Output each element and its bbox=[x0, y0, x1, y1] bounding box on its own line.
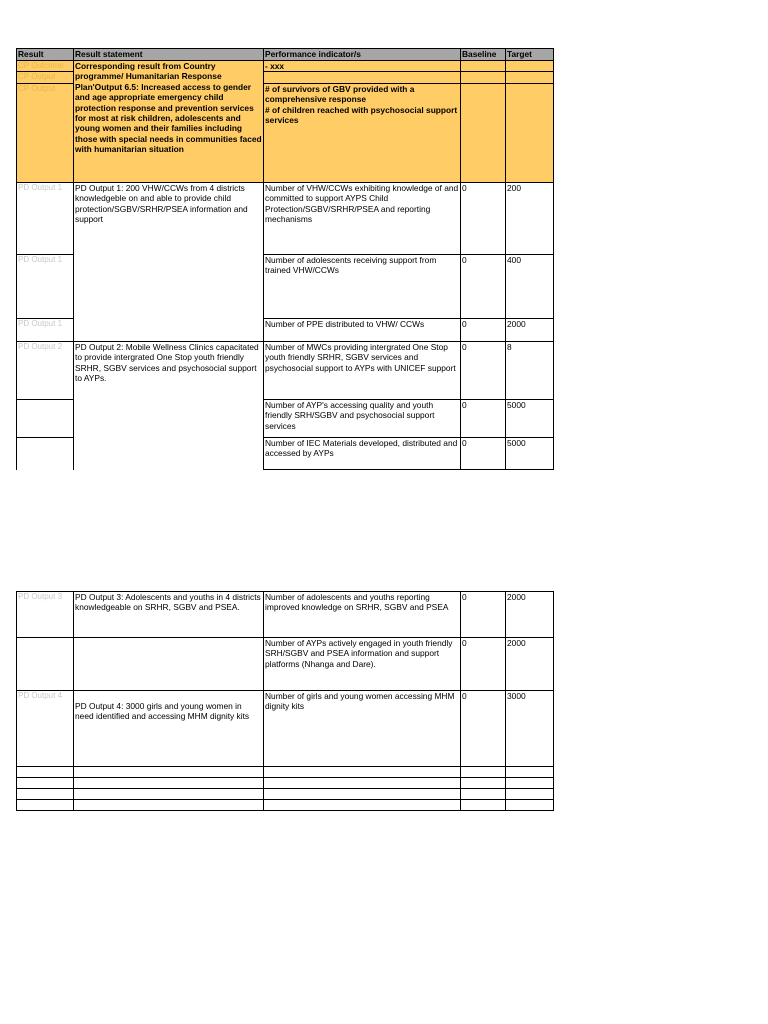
outcome-label: CP Outcome bbox=[17, 61, 74, 72]
row-indicator: Number of adolescents and youths reporting improved knowledge on SRHR, SGBV and PSEA bbox=[264, 592, 461, 638]
row-baseline: 0 bbox=[461, 592, 506, 638]
row-baseline: 0 bbox=[461, 638, 506, 691]
row-label: PD Output 1 bbox=[17, 254, 74, 318]
row-target: 2000 bbox=[506, 638, 554, 691]
table-row bbox=[17, 254, 554, 318]
row-label bbox=[17, 437, 74, 469]
table-row bbox=[17, 437, 554, 469]
row-baseline: 0 bbox=[461, 182, 506, 254]
outcome-row bbox=[17, 61, 554, 72]
header-statement: Result statement bbox=[74, 49, 264, 61]
row-target: 2000 bbox=[506, 318, 554, 341]
table-row bbox=[17, 638, 554, 691]
row-indicator: Number of AYPs actively engaged in youth friendly SRH/SGBV and PSEA information and support platforms (Nhanga and Dare). bbox=[264, 638, 461, 691]
outcome-indicator-gbv: # of survivors of GBV provided with a comprehensive response # of children reached with psychosocial support services bbox=[264, 83, 461, 182]
row-indicator: Number of adolescents receiving support from trained VHW/CCWs bbox=[264, 254, 461, 318]
row-target: 5000 bbox=[506, 399, 554, 437]
row-statement: PD Output 3: Adolescents and youths in 4 districts knowledgeable on SRHR, SGBV and PSEA. bbox=[74, 592, 264, 638]
row-indicator: Number of girls and young women accessing MHM dignity kits bbox=[264, 691, 461, 767]
header-row bbox=[17, 49, 554, 61]
row-label: PD Output 2 bbox=[17, 341, 74, 399]
row-statement: PD Output 2: Mobile Wellness Clinics capacitated to provide intergrated One Stop youth friendly SRHR, SGBV services and psychosocial support to AYPs. bbox=[74, 341, 264, 399]
row-target: 5000 bbox=[506, 437, 554, 469]
header-baseline: Baseline bbox=[461, 49, 506, 61]
row-baseline: 0 bbox=[461, 399, 506, 437]
results-table-top bbox=[16, 48, 554, 470]
row-target: 400 bbox=[506, 254, 554, 318]
table-row bbox=[17, 691, 554, 767]
row-target: 3000 bbox=[506, 691, 554, 767]
row-label bbox=[17, 638, 74, 691]
row-baseline: 0 bbox=[461, 318, 506, 341]
row-statement: PD Output 4: 3000 girls and young women in need identified and accessing MHM dignity kits bbox=[74, 691, 264, 767]
output-label: CP Output bbox=[17, 83, 74, 182]
row-label: PD Output 1 bbox=[17, 182, 74, 254]
table-row bbox=[17, 399, 554, 437]
output-label: CP Output bbox=[17, 72, 74, 83]
header-target: Target bbox=[506, 49, 554, 61]
table-row bbox=[17, 592, 554, 638]
row-indicator: Number of AYP's accessing quality and youth friendly SRH/SGBV and psychosocial support services bbox=[264, 399, 461, 437]
row-statement bbox=[74, 254, 264, 318]
row-baseline: 0 bbox=[461, 437, 506, 469]
row-indicator: Number of PPE distributed to VHW/ CCWs bbox=[264, 318, 461, 341]
row-target: 200 bbox=[506, 182, 554, 254]
row-statement bbox=[74, 437, 264, 469]
row-indicator: Number of IEC Materials developed, distributed and accessed by AYPs bbox=[264, 437, 461, 469]
row-label: PD Output 1 bbox=[17, 318, 74, 341]
table-row bbox=[17, 318, 554, 341]
row-statement bbox=[74, 638, 264, 691]
row-target: 8 bbox=[506, 341, 554, 399]
row-indicator: Number of MWCs providing intergrated One Stop youth friendly SRHR, SGBV services and psychosocial support to AYPs with UNICEF support bbox=[264, 341, 461, 399]
row-indicator: Number of VHW/CCWs exhibiting knowledge of and committed to support AYPS Child Protection/SGBV/SRHR/PSEA and reporting mechanisms bbox=[264, 182, 461, 254]
row-label bbox=[17, 399, 74, 437]
empty-row bbox=[17, 789, 554, 800]
empty-row bbox=[17, 778, 554, 789]
table-row bbox=[17, 182, 554, 254]
row-baseline: 0 bbox=[461, 691, 506, 767]
header-indicator: Performance indicator/s bbox=[264, 49, 461, 61]
row-statement: PD Output 1: 200 VHW/CCWs from 4 districts knowledgeble on and able to provide child protection/SGBV/SRHR/PSEA information and support bbox=[74, 182, 264, 254]
row-target: 2000 bbox=[506, 592, 554, 638]
outcome-indicator: - xxx bbox=[264, 61, 461, 72]
empty-row bbox=[17, 767, 554, 778]
row-label: PD Output 3 bbox=[17, 592, 74, 638]
row-baseline: 0 bbox=[461, 254, 506, 318]
row-statement bbox=[74, 399, 264, 437]
row-baseline: 0 bbox=[461, 341, 506, 399]
header-result: Result bbox=[17, 49, 74, 61]
table-row bbox=[17, 341, 554, 399]
outcome-statement: Corresponding result from Country programme/ Humanitarian Response Plan'Output 6.5: Increased access to gender and age appropriate emergency child protection response and prevention services for most at risk children, adolescents and young women and their families including those with special needs in communities faced with humanitarian situation bbox=[74, 61, 264, 183]
row-statement bbox=[74, 318, 264, 341]
empty-row bbox=[17, 800, 554, 811]
results-table-bottom bbox=[16, 591, 554, 811]
row-label: PD Output 4 bbox=[17, 691, 74, 767]
